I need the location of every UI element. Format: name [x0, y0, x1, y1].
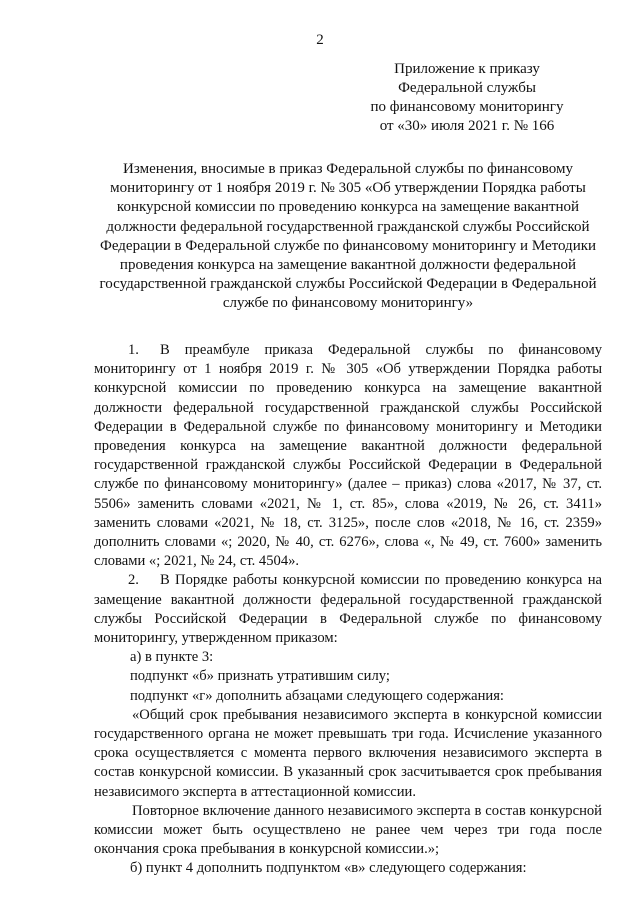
appendix-header — [352, 60, 582, 136]
document-body — [94, 341, 602, 879]
page-number: 2 — [316, 32, 324, 48]
paragraph-number: 1. — [128, 342, 139, 358]
title-line: мониторингу от 1 ноября 2019 г. № 305 «Об утверждении Порядка работы — [110, 180, 586, 197]
appendix-line: Приложение к приказу — [394, 61, 540, 77]
paragraph-number: 2. — [128, 572, 139, 589]
paragraph-text: В преамбуле приказа Федеральной службы по финансовому мониторингу от 1 ноября 2019 г. № 305 «Об утверждении Порядка работы конкурсной комиссии по проведению конкурса на замещение вакантной должности федеральной государственной гражданской службы Российской Федерации в Федеральной службе по финансовому мониторингу и Методики проведения конкурса на замещение вакантной должности федеральной государственной гражданской службы Российской Федерации в Федеральной службе по финансовому мониторингу» (далее – приказ) слова «2017, № 37, ст. 5506» заменить словами «2021, № 1, ст. 85», слова «2019, № 26, ст. 3411» заменить словами «2021, № 18, ст. 3125», после слов «2018, № 16, ст. 2359» дополнить словами «; 2020, № 40, ст. 6276», слова «, № 49, ст. 7600» заменить словами «; 2021, № 24, ст. 4504». — [94, 342, 602, 570]
title-line: государственной гражданской службы Российской Федерации в Федеральной — [99, 276, 597, 293]
subitem-b-text: подпункт «б» признать утратившим силу; — [130, 668, 390, 685]
document-title — [94, 160, 602, 314]
appendix-line: по финансовому мониторингу — [370, 99, 564, 115]
paragraph-text: В Порядке работы конкурсной комиссии по проведению конкурса на замещение вакантной должности федеральной государственной гражданской службы Российской Федерации в Федеральной службе по финансовому мониторингу, утвержденном приказом: — [94, 572, 602, 647]
title-line: Федерации в Федеральной службе по финансовому мониторингу и Методики — [99, 237, 597, 254]
subitem-g-text: подпункт «г» дополнить абзацами следующего содержания: — [130, 687, 504, 704]
title-line: службе по финансовому мониторингу» — [222, 295, 474, 312]
title-line: конкурсной комиссии по проведению конкурса на замещение вакантной — [116, 199, 580, 216]
title-line: проведения конкурса на замещение вакантной должности федеральной — [119, 257, 577, 274]
appendix-line: Федеральной службы — [398, 80, 536, 96]
quoted-paragraph: Повторное включение данного независимого эксперта в состав конкурсной комиссии может быть осуществлено не ранее чем через три года после окончания срока пребывания в конкурсной комиссии.»; — [94, 802, 602, 858]
subitem-a: а) в пункте 3: — [130, 649, 214, 666]
paragraph-1 — [94, 341, 602, 571]
appendix-line: от «30» июля 2021 г. № 166 — [379, 118, 555, 134]
title-line: Изменения, вносимые в приказ Федеральной службы по финансовому — [123, 161, 573, 177]
quoted-paragraph: «Общий срок пребывания независимого эксперта в конкурсной комиссии государственного органа не может превышать три года. Исчисление указанного срока осуществляется с момента первого включения независимого эксперта в состав конкурсной комиссии. В указанный срок засчитывается срок пребывания независимого эксперта в аттестационной комиссии. — [94, 706, 602, 800]
title-line: должности федеральной государственной гражданской службы Российской — [106, 218, 590, 235]
subitem-b: б) пункт 4 дополнить подпунктом «в» следующего содержания: — [130, 860, 527, 877]
paragraph-2 — [94, 571, 602, 648]
